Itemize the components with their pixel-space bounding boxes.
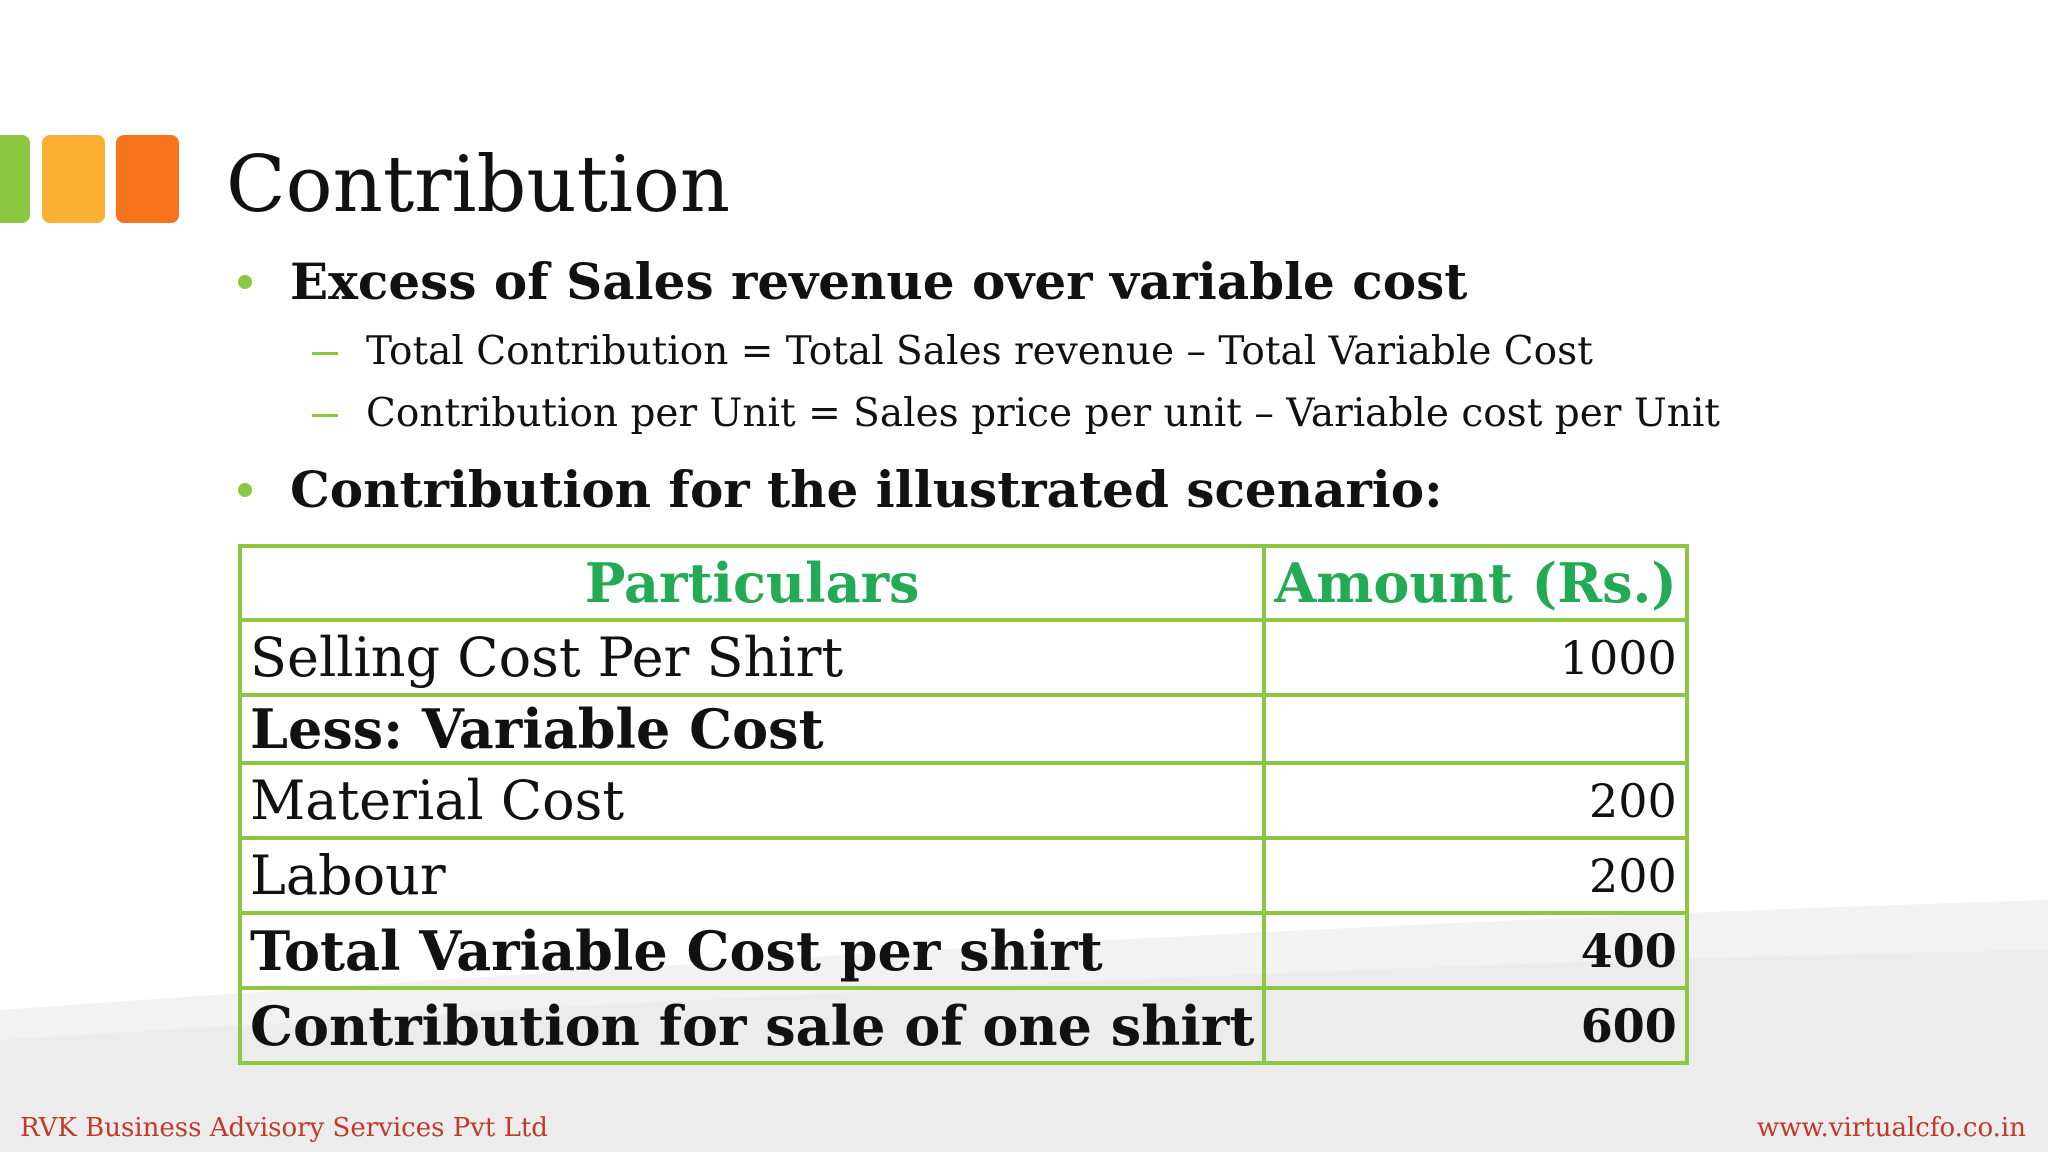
contribution-table — [238, 544, 1689, 1065]
table-row — [240, 763, 1687, 838]
decor-orange-block — [116, 135, 179, 223]
row-label: Contribution for sale of one shirt — [240, 988, 1264, 1063]
header-amount: Amount (Rs.) — [1264, 546, 1687, 620]
row-amount: 200 — [1264, 838, 1687, 913]
row-amount: 600 — [1264, 988, 1687, 1063]
table-row — [240, 988, 1687, 1063]
bullet-2-text: Contribution for the illustrated scenario: — [290, 460, 1443, 519]
bullet-dot-icon — [238, 275, 252, 289]
row-label: Material Cost — [240, 763, 1264, 838]
row-amount — [1264, 695, 1687, 763]
sub-bullet-1-text: Total Contribution = Total Sales revenue – Total Variable Cost — [366, 329, 1593, 374]
bullet-1-text: Excess of Sales revenue over variable cost — [290, 252, 1468, 311]
decor-yellow-block — [42, 135, 105, 223]
sub-bullet-2-text: Contribution per Unit = Sales price per unit – Variable cost per Unit — [366, 391, 1720, 436]
bullet-dot-icon — [238, 483, 252, 497]
table-header-row — [240, 546, 1687, 620]
row-label: Total Variable Cost per shirt — [240, 913, 1264, 988]
row-label: Labour — [240, 838, 1264, 913]
row-label: Selling Cost Per Shirt — [240, 620, 1264, 695]
slide-title: Contribution — [226, 140, 731, 230]
dash-icon — [312, 414, 338, 417]
footer-company: RVK Business Advisory Services Pvt Ltd — [20, 1113, 548, 1143]
dash-icon — [312, 352, 338, 355]
header-particulars: Particulars — [240, 546, 1264, 620]
table-row — [240, 913, 1687, 988]
footer-website[interactable]: www.virtualcfo.co.in — [1756, 1113, 2026, 1143]
row-amount: 1000 — [1264, 620, 1687, 695]
row-amount: 200 — [1264, 763, 1687, 838]
row-amount: 400 — [1264, 913, 1687, 988]
table-row — [240, 695, 1687, 763]
table-row — [240, 838, 1687, 913]
row-label: Less: Variable Cost — [240, 695, 1264, 763]
table-row — [240, 620, 1687, 695]
decor-green-block — [0, 135, 30, 223]
